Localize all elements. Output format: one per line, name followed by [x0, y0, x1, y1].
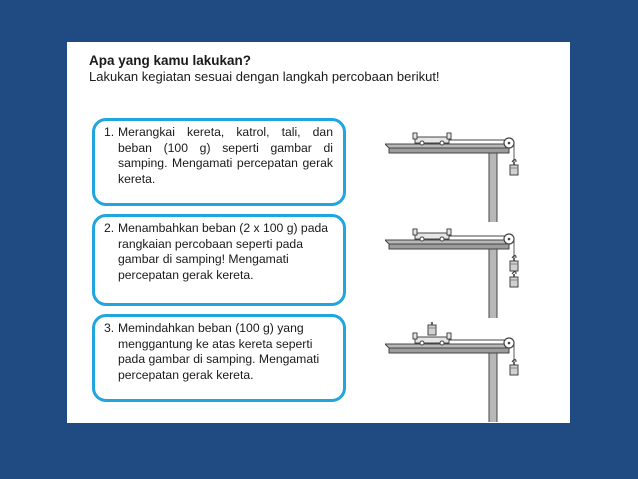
- experiment-diagram-1: [385, 122, 525, 222]
- experiment-diagram-3: [385, 322, 525, 422]
- table-top: [385, 144, 509, 148]
- table-leg: [489, 249, 497, 318]
- weight-body: [510, 261, 518, 271]
- page-title: Apa yang kamu lakukan?: [89, 53, 252, 68]
- step-box-1: [92, 118, 346, 206]
- cart-bumper: [447, 229, 451, 235]
- weight-hook: [512, 272, 516, 275]
- cart-bumper: [413, 333, 417, 339]
- weight-100g: [510, 272, 518, 288]
- table-top: [385, 344, 509, 348]
- pulley-axle: [508, 142, 511, 145]
- step-number: 2.: [104, 221, 115, 235]
- cart-wheel: [440, 237, 444, 241]
- weight-body: [428, 325, 436, 335]
- cart-bumper: [447, 133, 451, 139]
- step-text: Menambahkan beban (2 x 100 g) pada rangkaian percobaan seperti pada gambar di samping! Mengamati percepatan gerak kereta.: [118, 221, 329, 282]
- step-text: Memindahkan beban (100 g) yang menggantung ke atas kereta seperti pada gambar di samping. Mengamati percepatan gerak kereta.: [118, 321, 320, 382]
- weight-body: [510, 365, 518, 375]
- cart-wheel: [420, 341, 424, 345]
- step-box-2: [92, 214, 346, 306]
- step-number: 3.: [104, 321, 115, 335]
- experiment-diagram-2: [385, 218, 525, 318]
- step-number: 1.: [104, 125, 115, 139]
- step-box-3: [92, 314, 346, 402]
- table-top: [385, 240, 509, 244]
- cart-wheel: [440, 141, 444, 145]
- table-edge: [389, 148, 509, 153]
- table-leg: [489, 353, 497, 422]
- table-edge: [389, 244, 509, 249]
- weight-100g: [428, 322, 436, 335]
- step-text: Merangkai kereta, katrol, tali, dan beban (100 g) seperti gambar di samping. Mengamati percepatan gerak kereta.: [118, 125, 333, 186]
- slide-panel: [67, 42, 570, 423]
- pulley-axle: [508, 238, 511, 241]
- instruction-text: Lakukan kegiatan sesuai dengan langkah percobaan berikut!: [89, 69, 440, 84]
- weight-body: [510, 277, 518, 287]
- cart-wheel: [420, 141, 424, 145]
- cart-wheel: [440, 341, 444, 345]
- cart-bumper: [447, 333, 451, 339]
- cart-wheel: [420, 237, 424, 241]
- cart-bumper: [413, 229, 417, 235]
- pulley-axle: [508, 342, 511, 345]
- table-edge: [389, 348, 509, 353]
- weight-body: [510, 165, 518, 175]
- cart-bumper: [413, 133, 417, 139]
- table-leg: [489, 153, 497, 222]
